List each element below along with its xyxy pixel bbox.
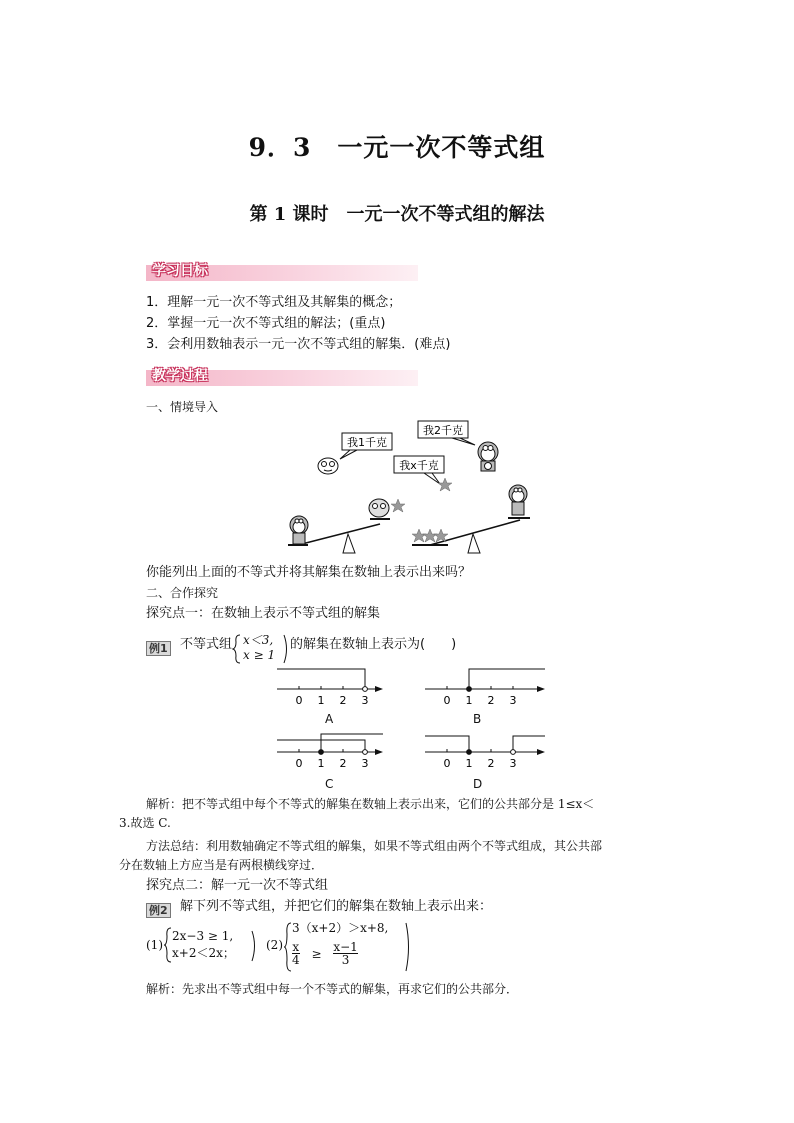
fraction-x-over-4: $\frac{x}{4}$ [292,940,300,967]
svg-text:2: 2 [487,757,495,770]
example1-prefix: 不等式组 [180,637,233,652]
left-brace-icon [284,922,292,972]
process-heading: 教学过程 [152,368,208,384]
speech-bubble-2 [418,421,475,445]
right-balance-scale [412,485,530,553]
svg-text:1: 1 [317,757,325,770]
lesson-subtitle: 第 1 课时 一元一次不等式组的解法 [249,204,545,225]
analysis1-line1: 解析：把不等式组中每个不等式的解集在数轴上表示出来，它们的公共部分是 1≤x＜ [146,797,595,811]
objective-item: 2．掌握一元一次不等式组的解法；(重点) [146,316,386,331]
svg-text:2: 2 [487,694,495,707]
left-brace-icon [164,927,172,963]
objective-item: 3．会利用数轴表示一元一次不等式组的解集．(难点) [146,337,451,352]
cat-character-icon [318,458,338,474]
example2-part2-label: (2) [266,938,283,952]
star-icon [412,529,426,542]
objectives-heading: 学习目标 [152,263,208,279]
point1-heading: 探究点一：在数轴上表示不等式组的解集 [146,606,381,621]
number-line-option-a [275,664,385,708]
example2-instruction: 解下列不等式组，并把它们的解集在数轴上表示出来： [180,899,493,914]
example1-suffix: 的解集在数轴上表示为( ) [290,637,457,652]
number-line-option-d [423,730,547,774]
star-icon [423,529,437,542]
example2-part2-inequality-1: 3（x+2）＞x+8, [292,921,389,935]
example1-inequality-1: x＜3, [243,633,274,647]
bubble-1-text: 我1千克 [347,436,387,449]
example2-part1-inequality-1: 2x−3 ≥ 1, [172,929,234,943]
right-paren-icon [250,930,258,962]
option-c-label: C [325,777,334,791]
left-brace-icon [232,634,242,664]
part1-heading: 一、情境导入 [146,400,219,414]
svg-text:2: 2 [339,757,347,770]
left-balance-scale [288,499,405,553]
svg-text:3: 3 [361,757,369,770]
robot-character-icon [478,442,498,471]
option-d-label: D [473,777,483,791]
analysis2: 解析：先求出不等式组中每一个不等式的解集，再求它们的公共部分． [146,982,519,996]
svg-text:0: 0 [295,694,303,707]
balance-scale-illustration [280,412,540,560]
method-summary-line1: 方法总结：利用数轴确定不等式组的解集，如果不等式组由两个不等式组成，其公共部 [146,839,603,853]
right-paren-icon [404,922,412,972]
option-a-label: A [325,712,334,726]
analysis1-line2: 3.故选 C. [119,816,171,830]
bubble-2-text: 我2千克 [423,424,463,437]
part2-heading: 二、合作探究 [146,586,219,600]
svg-text:0: 0 [295,757,303,770]
example1-badge: 例1 [146,637,171,656]
option-b-label: B [473,712,482,726]
svg-text:0: 0 [443,757,451,770]
svg-text:3: 3 [361,694,369,707]
point2-heading: 探究点二：解一元一次不等式组 [146,878,329,893]
objective-item: 1．理解一元一次不等式组及其解集的概念； [146,295,402,310]
example2-part1-inequality-2: x+2＜2x； [172,946,235,960]
speech-bubble-1 [340,433,392,459]
star-icon [391,499,405,512]
method-summary-line2: 分在数轴上方应当是有两根横线穿过． [119,858,324,872]
fraction-x-minus-1-over-3: $\frac{x-1}{3}$ [333,940,358,967]
example1-inequality-2: x ≥ 1 [243,648,276,662]
svg-text:2: 2 [339,694,347,707]
bubble-3-text: 我x千克 [399,459,439,472]
example2-part1-label: (1) [146,938,163,952]
svg-text:1: 1 [465,757,473,770]
svg-text:0: 0 [443,694,451,707]
number-line-option-b [423,664,547,708]
intro-question: 你能列出上面的不等式并将其解集在数轴上表示出来吗？ [146,565,472,580]
example2-badge: 例2 [146,899,171,918]
svg-text:3: 3 [509,694,517,707]
number-line-option-c [275,730,385,774]
svg-text:1: 1 [317,694,325,707]
page-title: 9．3 一元一次不等式组 [248,133,546,162]
svg-text:1: 1 [465,694,473,707]
example2-part2-inequality-2: $\frac{x}{4}$ ≥ $\frac{x-1}{3}$ [292,940,358,967]
right-paren-icon [282,634,290,664]
svg-text:3: 3 [509,757,517,770]
speech-bubble-3 [394,456,444,484]
star-icon [438,478,452,491]
